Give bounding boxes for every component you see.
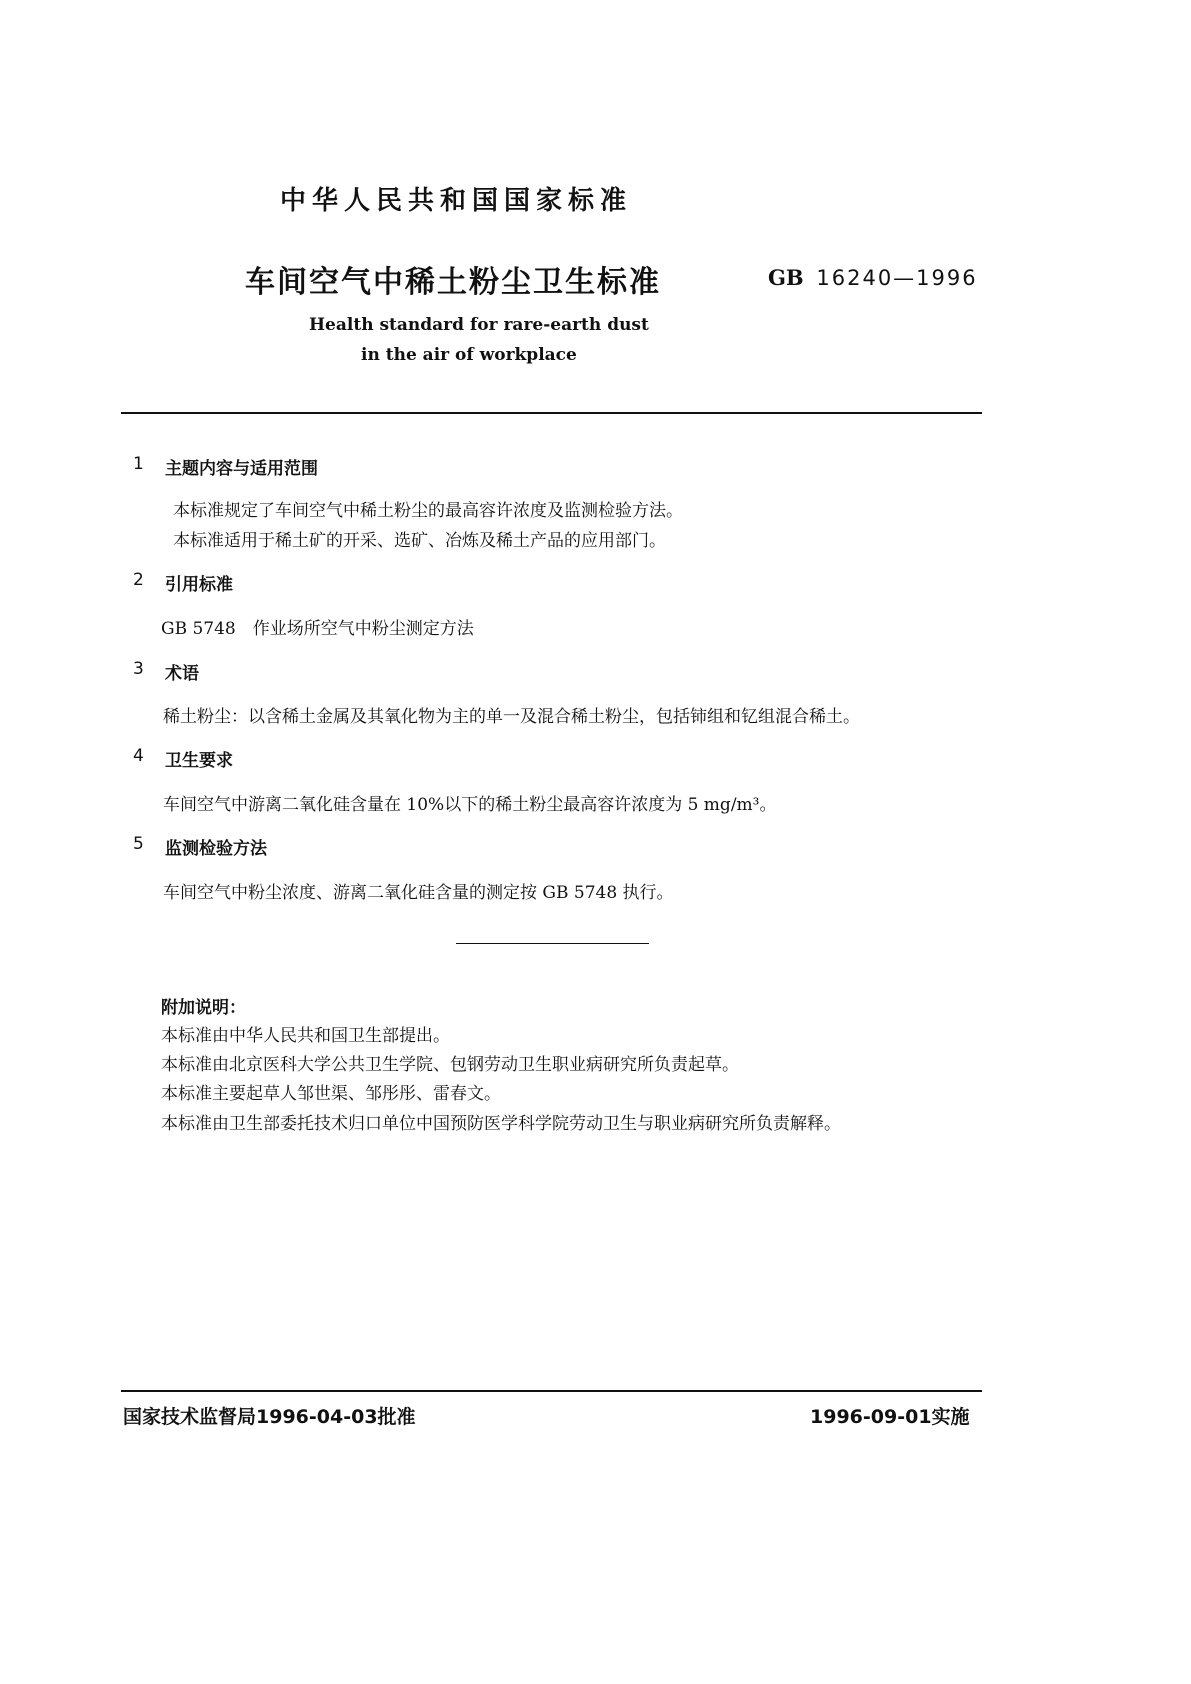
english-title-line-1: Health standard for rare-earth dust — [309, 315, 649, 335]
section-2-number: 2 — [133, 570, 144, 590]
approval-date: 国家技术监督局1996-04-03批准 — [123, 1406, 416, 1428]
section-3-paragraph-1: 稀土粉尘：以含稀土金属及其氧化物为主的单一及混合稀土粉尘，包括铈组和钇组混合稀土。 — [163, 707, 860, 727]
notes-line-4: 本标准由卫生部委托技术归口单位中国预防医学科学院劳动卫生与职业病研究所负责解释。 — [161, 1114, 841, 1134]
section-3-number: 3 — [133, 659, 144, 679]
english-title-line-2: in the air of workplace — [361, 345, 577, 365]
section-4-title: 卫生要求 — [165, 751, 233, 771]
section-2-paragraph-1: GB 5748 作业场所空气中粉尘测定方法 — [161, 619, 474, 639]
section-5-number: 5 — [133, 834, 144, 854]
standard-code — [768, 265, 978, 290]
national-standard-heading: 中华人民共和国国家标准 — [280, 186, 633, 216]
section-1-number: 1 — [133, 454, 144, 474]
section-1-title: 主题内容与适用范围 — [165, 459, 318, 479]
footer-divider — [121, 1390, 982, 1392]
notes-line-2: 本标准由北京医科大学公共卫生学院、包钢劳动卫生职业病研究所负责起草。 — [161, 1055, 739, 1075]
section-1-paragraph-1: 本标准规定了车间空气中稀土粉尘的最高容许浓度及监测检验方法。 — [173, 501, 683, 521]
section-3-title: 术语 — [165, 664, 199, 684]
document-title: 车间空气中稀土粉尘卫生标准 — [245, 265, 661, 300]
notes-line-1: 本标准由中华人民共和国卫生部提出。 — [161, 1026, 450, 1046]
notes-line-3: 本标准主要起草人邹世渠、邹彤彤、雷春文。 — [161, 1084, 501, 1104]
notes-title: 附加说明： — [161, 998, 246, 1018]
header-divider — [121, 412, 982, 414]
section-5-paragraph-1: 车间空气中粉尘浓度、游离二氧化硅含量的测定按 GB 5748 执行。 — [163, 883, 674, 903]
section-4-paragraph-1: 车间空气中游离二氧化硅含量在 10%以下的稀土粉尘最高容许浓度为 5 mg/m³。 — [163, 795, 777, 815]
end-of-text-rule — [456, 943, 649, 944]
section-2-title: 引用标准 — [165, 575, 233, 595]
section-5-title: 监测检验方法 — [165, 839, 267, 859]
standard-code-number: 16240—1996 — [816, 266, 978, 290]
section-1-paragraph-2: 本标准适用于稀土矿的开采、选矿、冶炼及稀土产品的应用部门。 — [173, 531, 666, 551]
section-4-number: 4 — [133, 746, 144, 766]
effective-date: 1996-09-01实施 — [810, 1406, 970, 1428]
standard-code-prefix: GB — [768, 265, 804, 290]
